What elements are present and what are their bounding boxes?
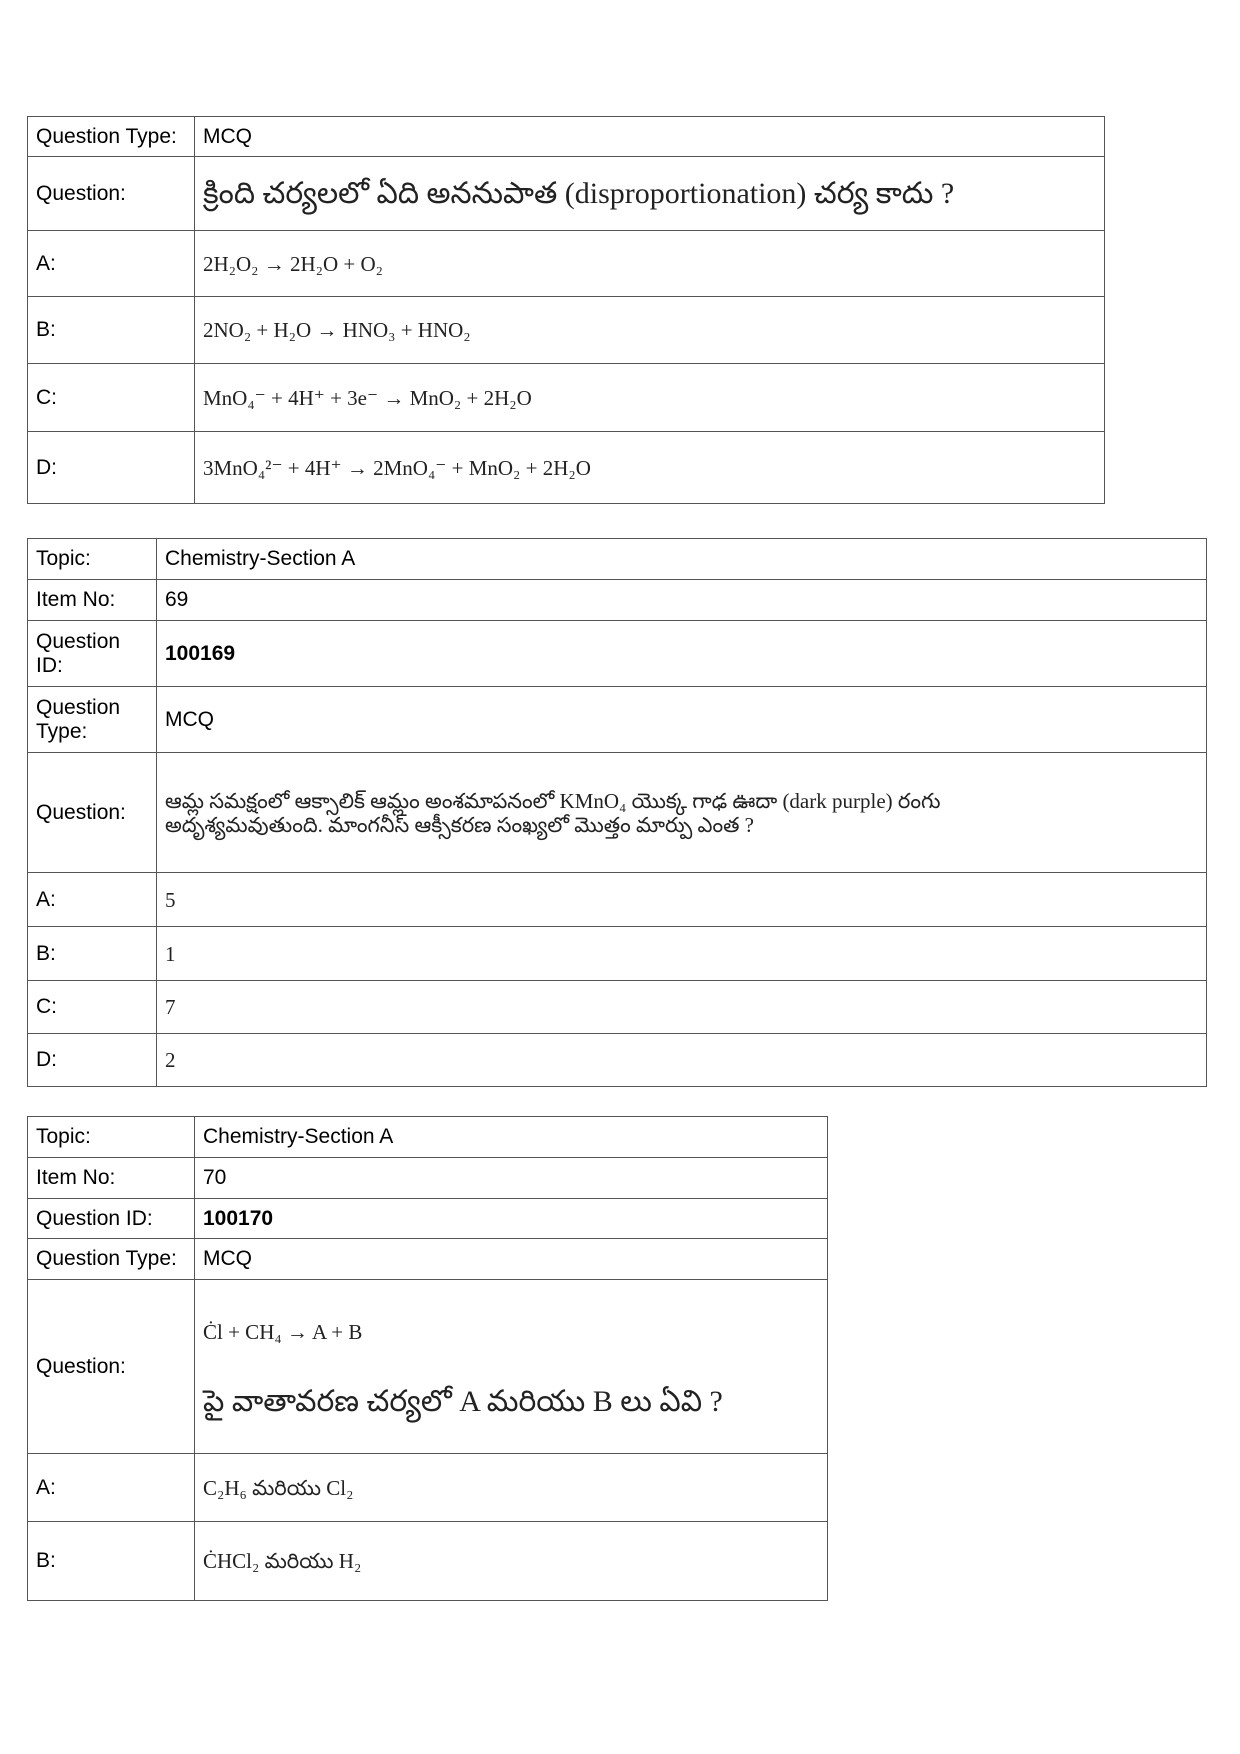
question-type-value: MCQ <box>157 687 1207 753</box>
item-no-label: Item No: <box>28 580 157 621</box>
question-table-1 <box>27 116 1105 504</box>
row-question-id <box>28 621 1207 687</box>
option-b-label: B: <box>28 1522 195 1601</box>
option-a-text: C₂H₆ మరియు Cl₂ <box>195 1454 828 1522</box>
row-option-a <box>28 873 1207 927</box>
question-text <box>195 1280 828 1454</box>
topic-label: Topic: <box>28 539 157 580</box>
question-type-value: MCQ <box>195 1239 828 1280</box>
row-option-b <box>28 297 1105 364</box>
row-question <box>28 157 1105 231</box>
question-table-2 <box>27 538 1207 1087</box>
option-b-text: 1 <box>157 927 1207 981</box>
question-id-value: 100170 <box>195 1199 828 1239</box>
option-b-text: ĊHCl₂ మరియు H₂ <box>195 1522 828 1601</box>
question-type-label: Question Type: <box>28 117 195 157</box>
row-option-b <box>28 927 1207 981</box>
option-b-label: B: <box>28 297 195 364</box>
option-c-text: MnO₄⁻ + 4H⁺ + 3e⁻ → MnO₂ + 2H₂O <box>195 364 1105 432</box>
option-c-text: 7 <box>157 981 1207 1034</box>
question-line-2: పై వాతావరణ చర్యలో A మరియు B లు ఏవి ? <box>203 1384 723 1418</box>
option-b-label: B: <box>28 927 157 981</box>
row-question-type <box>28 1239 828 1280</box>
option-d-label: D: <box>28 1034 157 1087</box>
row-option-d <box>28 432 1105 504</box>
question-type-label: Question Type: <box>28 1239 195 1280</box>
question-type-label: Question Type: <box>28 687 157 753</box>
option-a-label: A: <box>28 1454 195 1522</box>
question-line-1: Ċl + CH₄ → A + B <box>203 1319 363 1344</box>
row-option-a <box>28 231 1105 297</box>
option-a-text: 2H₂O₂ → 2H₂O + O₂ <box>195 231 1105 297</box>
row-option-c <box>28 981 1207 1034</box>
row-question-type <box>28 117 1105 157</box>
item-no-value: 69 <box>157 580 1207 621</box>
option-d-text: 3MnO₄²⁻ + 4H⁺ → 2MnO₄⁻ + MnO₂ + 2H₂O <box>195 432 1105 504</box>
row-item-no <box>28 580 1207 621</box>
question-label: Question: <box>28 157 195 231</box>
row-topic <box>28 539 1207 580</box>
row-option-d <box>28 1034 1207 1087</box>
question-label: Question: <box>28 753 157 873</box>
question-label: Question: <box>28 1280 195 1454</box>
option-d-text: 2 <box>157 1034 1207 1087</box>
question-text <box>157 753 1207 873</box>
row-question-id <box>28 1199 828 1239</box>
option-a-label: A: <box>28 873 157 927</box>
option-c-label: C: <box>28 364 195 432</box>
option-a-text: 5 <box>157 873 1207 927</box>
option-d-label: D: <box>28 432 195 504</box>
question-id-value: 100169 <box>157 621 1207 687</box>
option-c-label: C: <box>28 981 157 1034</box>
row-question-type <box>28 687 1207 753</box>
question-table-3 <box>27 1116 828 1601</box>
question-text: క్రింది చర్యలలో ఏది అననుపాత (disproportionation) చర్య కాదు ? <box>195 157 1105 231</box>
question-type-value: MCQ <box>195 117 1105 157</box>
question-id-label: Question ID: <box>28 1199 195 1239</box>
row-option-a <box>28 1454 828 1522</box>
item-no-value: 70 <box>195 1158 828 1199</box>
row-option-b <box>28 1522 828 1601</box>
option-a-label: A: <box>28 231 195 297</box>
topic-value: Chemistry-Section A <box>195 1117 828 1158</box>
row-question <box>28 1280 828 1454</box>
topic-label: Topic: <box>28 1117 195 1158</box>
item-no-label: Item No: <box>28 1158 195 1199</box>
row-option-c <box>28 364 1105 432</box>
option-b-text: 2NO₂ + H₂O → HNO₃ + HNO₂ <box>195 297 1105 364</box>
question-id-label: Question ID: <box>28 621 157 687</box>
row-item-no <box>28 1158 828 1199</box>
question-line-1: ఆమ్ల సమక్షంలో ఆక్సాలిక్ ఆమ్లం అంశమాపనంలో KMnO₄ యొక్క గాఢ ఊదా (dark purple) రంగు <box>165 788 941 813</box>
row-topic <box>28 1117 828 1158</box>
topic-value: Chemistry-Section A <box>157 539 1207 580</box>
row-question <box>28 753 1207 873</box>
question-line-2: అదృశ్యమవుతుంది. మాంగనీస్ ఆక్సీకరణ సంఖ్యలో మొత్తం మార్పు ఎంత ? <box>165 812 755 837</box>
